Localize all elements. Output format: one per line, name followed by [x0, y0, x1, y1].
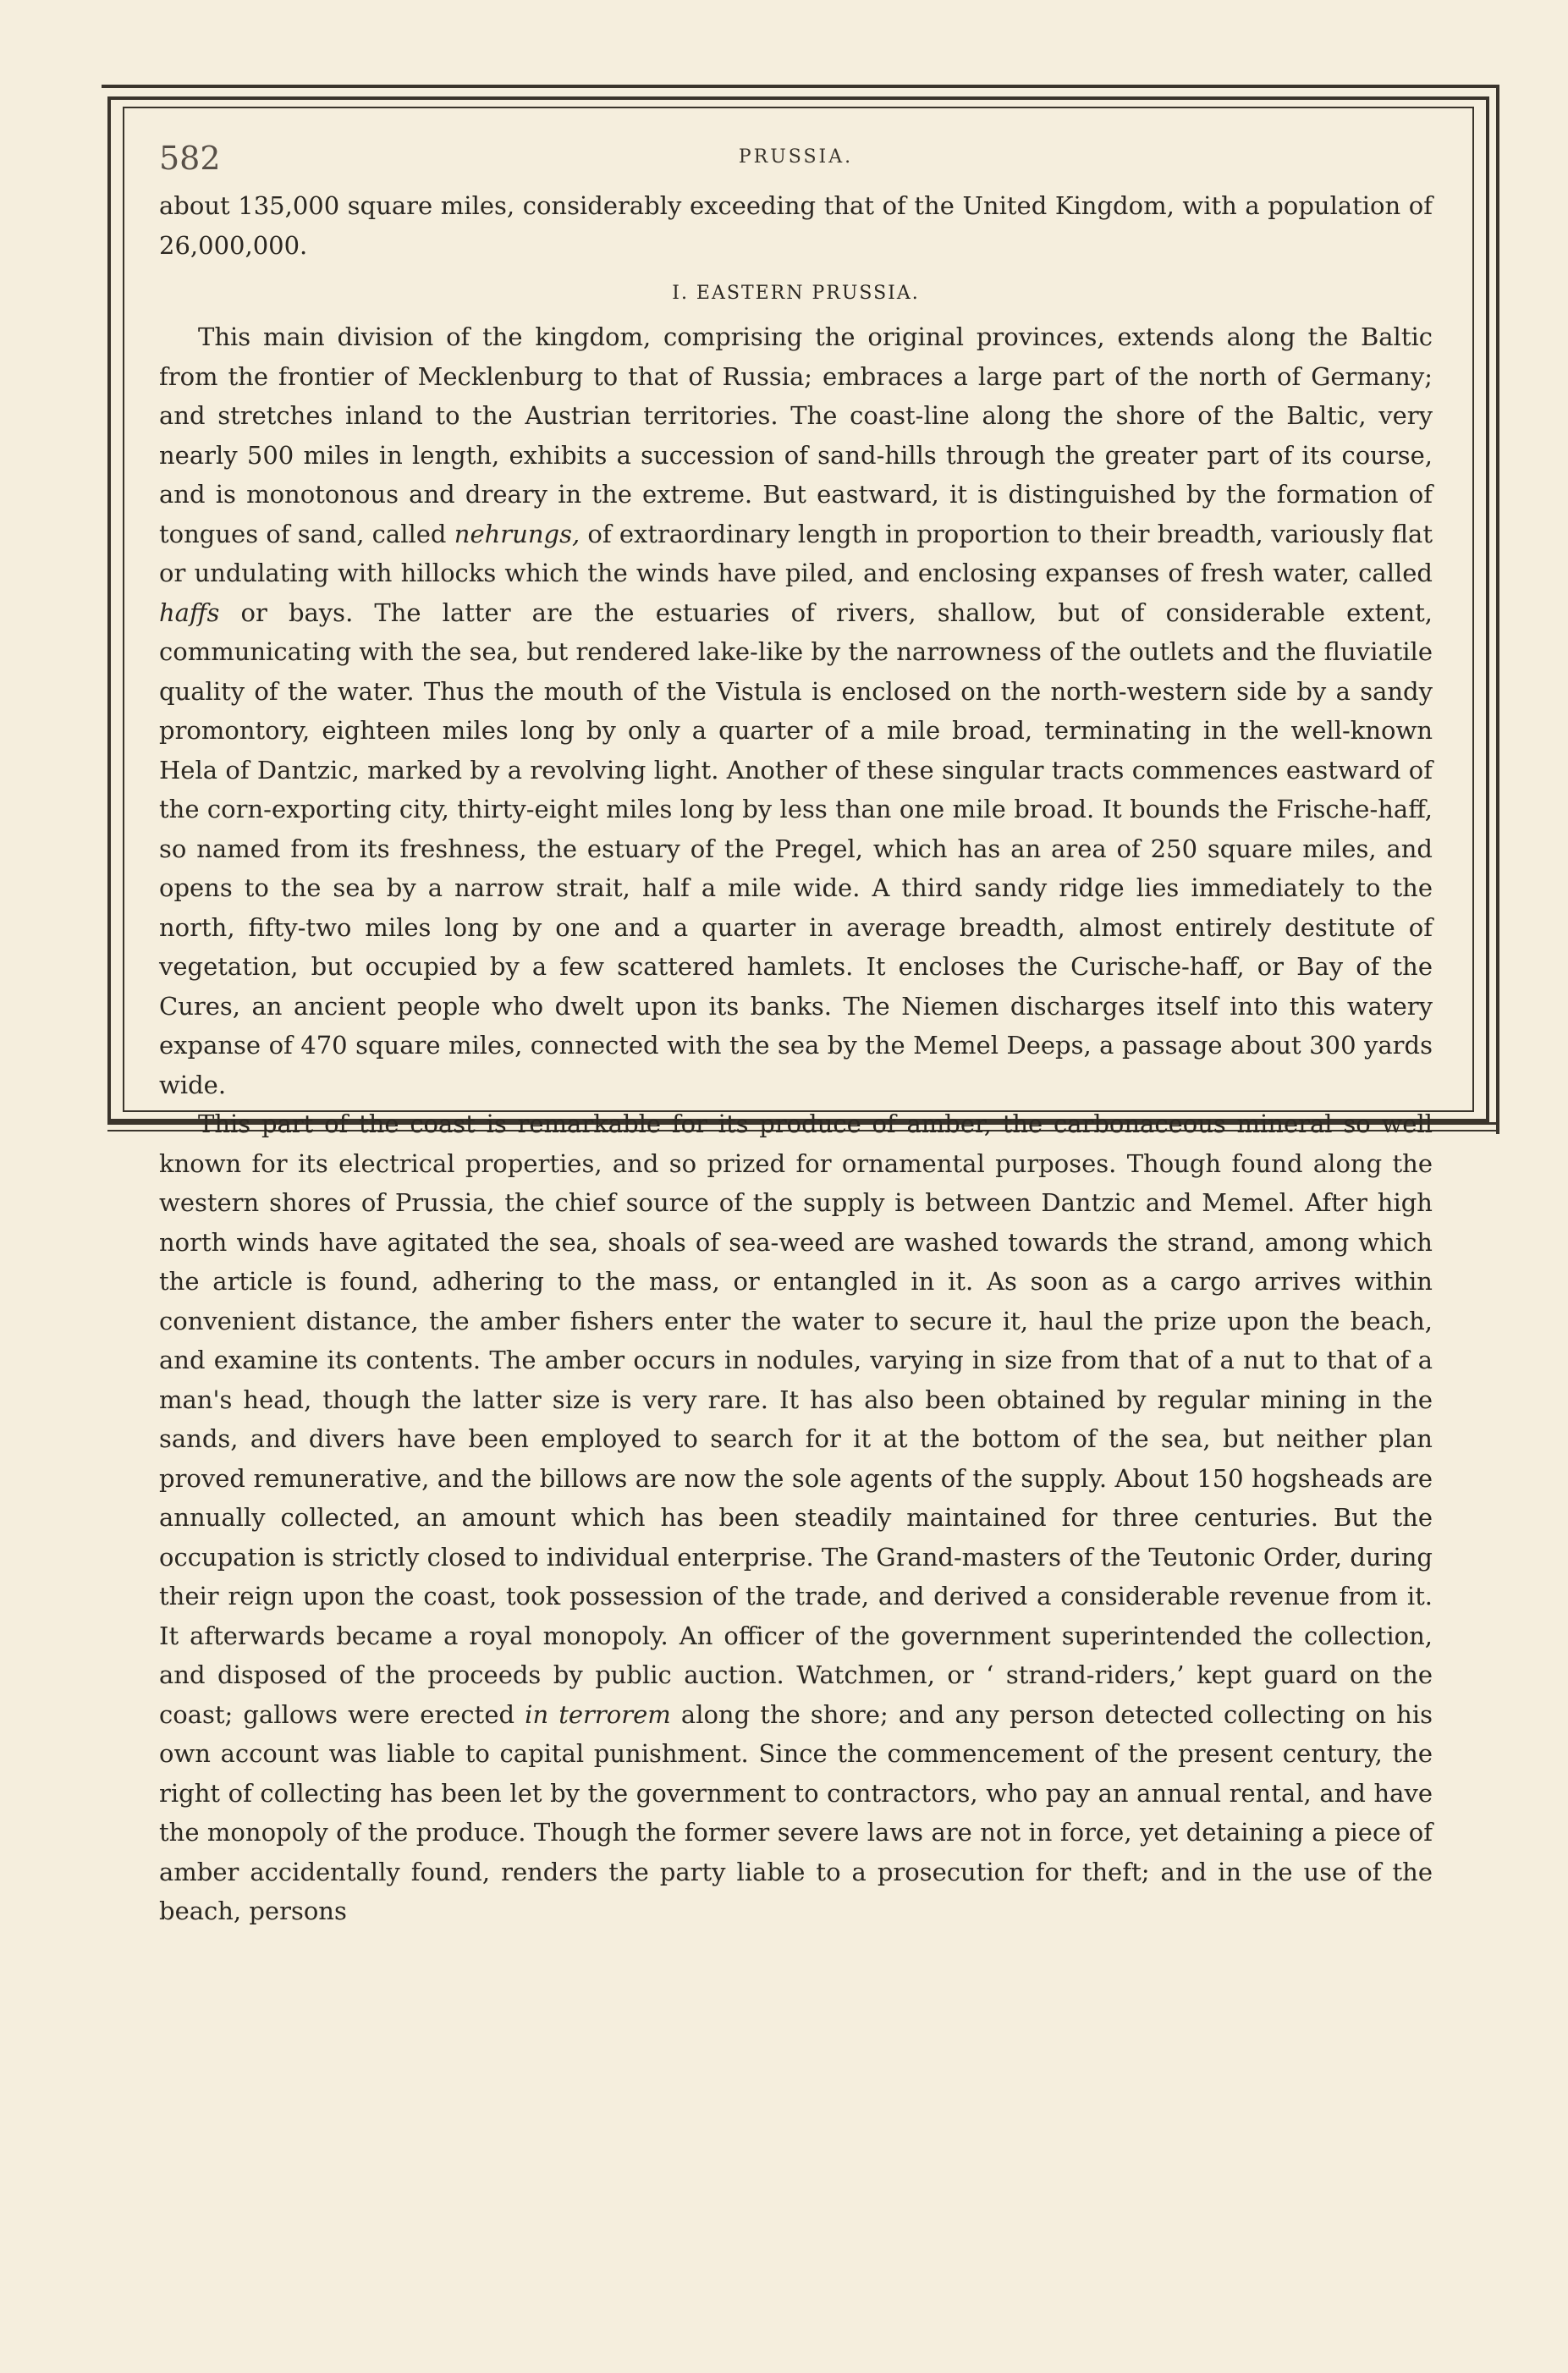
paragraph-text: of extraordinary length in proportion to their breadth, variously flat or undulating with hillocks which the winds have piled, and enclosing expanses of fresh water, called: [159, 519, 1433, 587]
paragraph-eastern-prussia: [159, 317, 1433, 1104]
running-title: PRUSSIA.: [738, 146, 854, 168]
top-rule: [102, 85, 1498, 88]
page-number: 582: [159, 140, 221, 177]
italic-term-haffs: haffs: [159, 597, 220, 627]
right-edge-rule: [1496, 85, 1499, 1134]
page-content: [159, 140, 1433, 1931]
paragraph-text: along the shore; and any person detected collecting on his own account was liable to capital punishment. Since the commencement of the present century, the right of collecting has been let by the government to contractors, who pay an annual rental, and have the monopoly of the produce. Though the former severe laws are not in force, yet detaining a piece of amber accidentally found, renders the party liable to a prosecution for theft; and in the use of the beach, persons: [159, 1699, 1433, 1925]
italic-term-in-terrorem: in terrorem: [525, 1699, 671, 1729]
paragraph-text: This part of the coast is remarkable for its produce of amber, the carbonaceous mineral so well known for its electrical properties, and so prized for ornamental purposes. Though found along the western shores of Prussia, the chief source of the supply is between Dantzic and Memel. After high north winds have agitated the sea, shoals of sea-weed are washed towards the strand, among which the article is found, adhering to the mass, or entangled in it. As soon as a cargo arrives within convenient distance, the amber fishers enter the water to secure it, haul the prize upon the beach, and examine its contents. The amber occurs in nodules, varying in size from that of a nut to that of a man's head, though the latter size is very rare. It has also been obtained by regular mining in the sands, and divers have been employed to search for it at the bottom of the sea, but neither plan proved remunerative, and the billows are now the sole agents of the supply. About 150 hogsheads are annually collected, an amount which has been steadily maintained for three centuries. But the occupation is strictly closed to individual enterprise. The Grand-masters of the Teutonic Order, during their reign upon the coast, took possession of the trade, and derived a considerable revenue from it. It afterwards became a royal monopoly. An officer of the government superintended the collection, and disposed of the proceeds by public auction. Watchmen, or ‘ strand-riders,’ kept guard on the coast; gallows were erected: [159, 1109, 1433, 1729]
page-header: [159, 140, 1433, 186]
italic-term-nehrungs: nehrungs,: [454, 519, 580, 548]
paragraph-amber: [159, 1104, 1433, 1931]
paragraph-text: or bays. The latter are the estuaries of rivers, shallow, but of considerable extent, communicating with the sea, but rendered lake-like by the narrowness of the outlets and the fluviatile quality of the water. Thus the mouth of the Vistula is enclosed on the north-western side by a sandy promontory, eighteen miles long by only a quarter of a mile broad, terminating in the well-known Hela of Dantzic, marked by a revolving light. Another of these singular tracts commences eastward of the corn-exporting city, thirty-eight miles long by less than one mile broad. It bounds the Frische-haff, so named from its freshness, the estuary of the Pregel, which has an area of 250 square miles, and opens to the sea by a narrow strait, half a mile wide. A third sandy ridge lies immediately to the north, fifty-two miles long by one and a quarter in average breadth, almost entirely destitute of vegetation, but occupied by a few scattered hamlets. It encloses the Curische-haff, or Bay of the Cures, an ancient people who dwelt upon its banks. The Niemen discharges itself into this watery expanse of 470 square miles, connected with the sea by the Memel Deeps, a passage about 300 yards wide.: [159, 597, 1433, 1099]
intro-paragraph: about 135,000 square miles, considerably exceeding that of the United Kingdom, with a population of 26,000,000.: [159, 191, 1433, 260]
section-heading: I. EASTERN PRUSSIA.: [672, 283, 920, 304]
paragraph-text: This main division of the kingdom, comprising the original provinces, extends along the Baltic from the frontier of Mecklenburg to that of Russia; embraces a large part of the north of Germany; and stretches inland to the Austrian territories. The coast-line along the shore of the Baltic, very nearly 500 miles in length, exhibits a succession of sand-hills through the greater part of its course, and is monotonous and dreary in the extreme. But eastward, it is distinguished by the formation of tongues of sand, called: [159, 322, 1433, 548]
